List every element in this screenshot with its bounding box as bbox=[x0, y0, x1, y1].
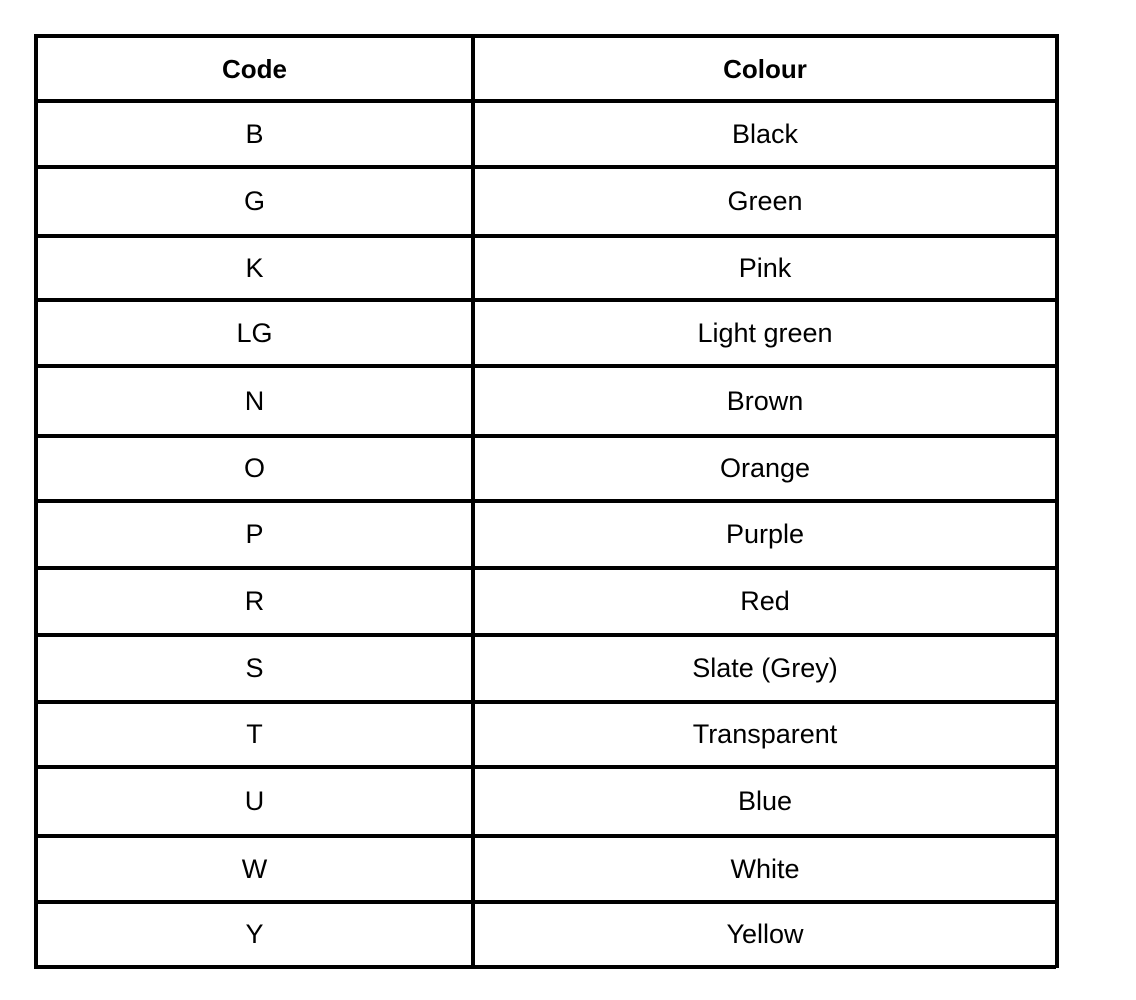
colour-cell: Red bbox=[740, 586, 790, 616]
colour-cell: Slate (Grey) bbox=[692, 653, 838, 683]
code-cell: K bbox=[245, 252, 264, 283]
code-cell: S bbox=[245, 653, 264, 683]
colour-cell: Yellow bbox=[726, 919, 804, 949]
colour-cell: Blue bbox=[737, 786, 793, 816]
colour-cell: Brown bbox=[726, 385, 804, 416]
code-cell: LG bbox=[236, 317, 273, 348]
table-border-bottom bbox=[34, 965, 1056, 969]
colour-cell: Green bbox=[727, 186, 803, 216]
header-code: Code bbox=[222, 53, 287, 84]
colour-cell: Orange bbox=[719, 453, 811, 483]
code-cell: N bbox=[244, 385, 265, 416]
colour-cell: Pink bbox=[738, 252, 792, 283]
code-cell: O bbox=[243, 453, 265, 483]
code-cell: U bbox=[244, 786, 265, 816]
code-cell: T bbox=[246, 719, 263, 749]
colour-cell: Light green bbox=[697, 317, 833, 348]
code-cell: W bbox=[241, 853, 268, 884]
code-cell: G bbox=[243, 186, 265, 216]
colour-cell: Black bbox=[731, 118, 799, 149]
code-cell: R bbox=[244, 586, 265, 616]
code-cell: Y bbox=[245, 919, 264, 949]
code-cell: P bbox=[245, 519, 264, 549]
colour-cell: White bbox=[730, 853, 800, 884]
colour-code-table bbox=[34, 34, 1056, 968]
header-colour: Colour bbox=[723, 53, 807, 84]
code-cell: B bbox=[245, 118, 264, 149]
colour-cell: Transparent bbox=[692, 719, 838, 749]
colour-cell: Purple bbox=[725, 519, 805, 549]
